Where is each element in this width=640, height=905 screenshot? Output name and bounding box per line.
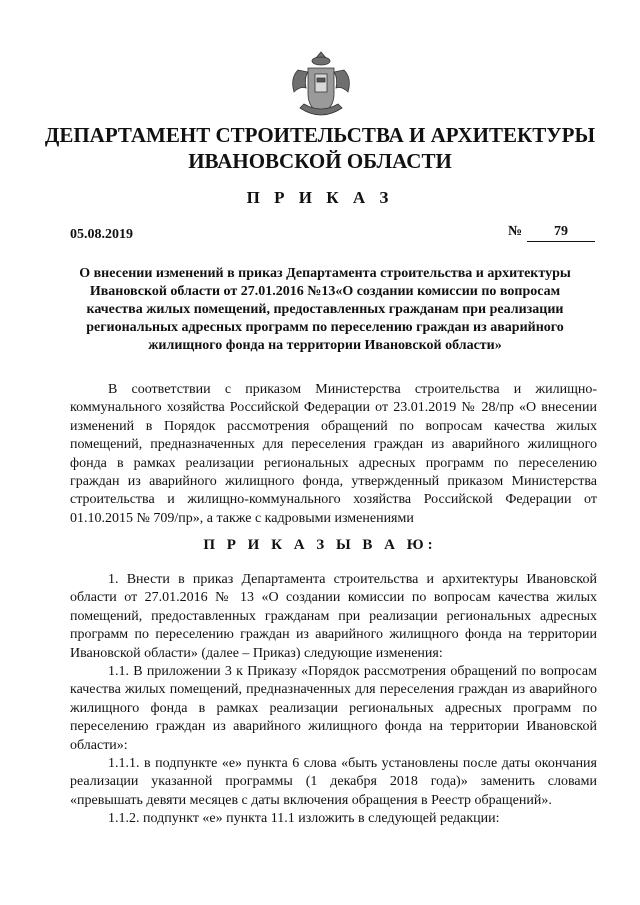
preamble-text: В соответствии с приказом Министерства строительства и жилищно-коммунального хозяйства Российской Федерации от 23.01.2019 № 28/пр «О внесении изменений в Порядок рассмотрения обращений по вопросам качества жилых помещений, предназначенных для переселения граждан из аварийного жилищного фонда в рамках реализации региональных адресных программ по переселению граждан из аварийного жилищного фонда, утвержденный приказом Министерства строительства и жилищно-коммунального хозяйства Российской Федерации от 01.10.2015 № 709/пр», а также с кадровыми изменениями <box>70 382 597 526</box>
item-1-1: 1.1. В приложении 3 к Приказу «Порядок рассмотрения обращений по вопросам качества жилых помещений, предназначенных для переселения граждан из аварийного жилищного фонда в рамках реализации региональных адресных программ по переселению граждан из аварийного жилищного фонда на территории Ивановской области»: <box>70 664 597 753</box>
organization-name-line2: ИВАНОВСКОЙ ОБЛАСТИ <box>188 149 452 173</box>
item-1-1-2: 1.1.2. подпункт «е» пункта 11.1 изложить в следующей редакции: <box>108 811 500 827</box>
order-date: 05.08.2019 <box>70 227 133 242</box>
order-number-label: № <box>508 224 523 239</box>
preamble <box>70 381 597 528</box>
orders-heading: П Р И К А З Ы В А Ю: <box>203 537 437 553</box>
document-title: П Р И К А З <box>246 188 394 207</box>
order-number: 79 <box>527 224 595 242</box>
item-1-1-1: 1.1.1. в подпункте «е» пункта 6 слова «быть установлены после даты окончания реализации указанной программы (1 декабря 2018 года)» заменить словами «превышать девяти месяцев с даты включения обращения в Реестр обращений». <box>70 756 597 808</box>
order-body <box>70 571 597 829</box>
item-1: 1. Внести в приказ Департамента строительства и архитектуры Ивановской области от 27.01.2016 № 13 «О создании комиссии по вопросам качества жилых помещений, предоставленных гражданам при реализации региональных адресных программ по переселению граждан из аварийного жилищного фонда на территории Ивановской области» (далее – Приказ) следующие изменения: <box>70 572 597 661</box>
coat-of-arms-icon <box>288 50 354 120</box>
order-subject: О внесении изменений в приказ Департамента строительства и архитектуры Ивановской области от 27.01.2016 №13«О создании комиссии по вопросам качества жилых помещений, предоставленных гражданам при реализации региональных адресных программ по переселению граждан из аварийного жилищного фонда на территории Ивановской области» <box>79 266 571 353</box>
organization-name-line1: ДЕПАРТАМЕНТ СТРОИТЕЛЬСТВА И АРХИТЕКТУРЫ <box>44 123 596 147</box>
